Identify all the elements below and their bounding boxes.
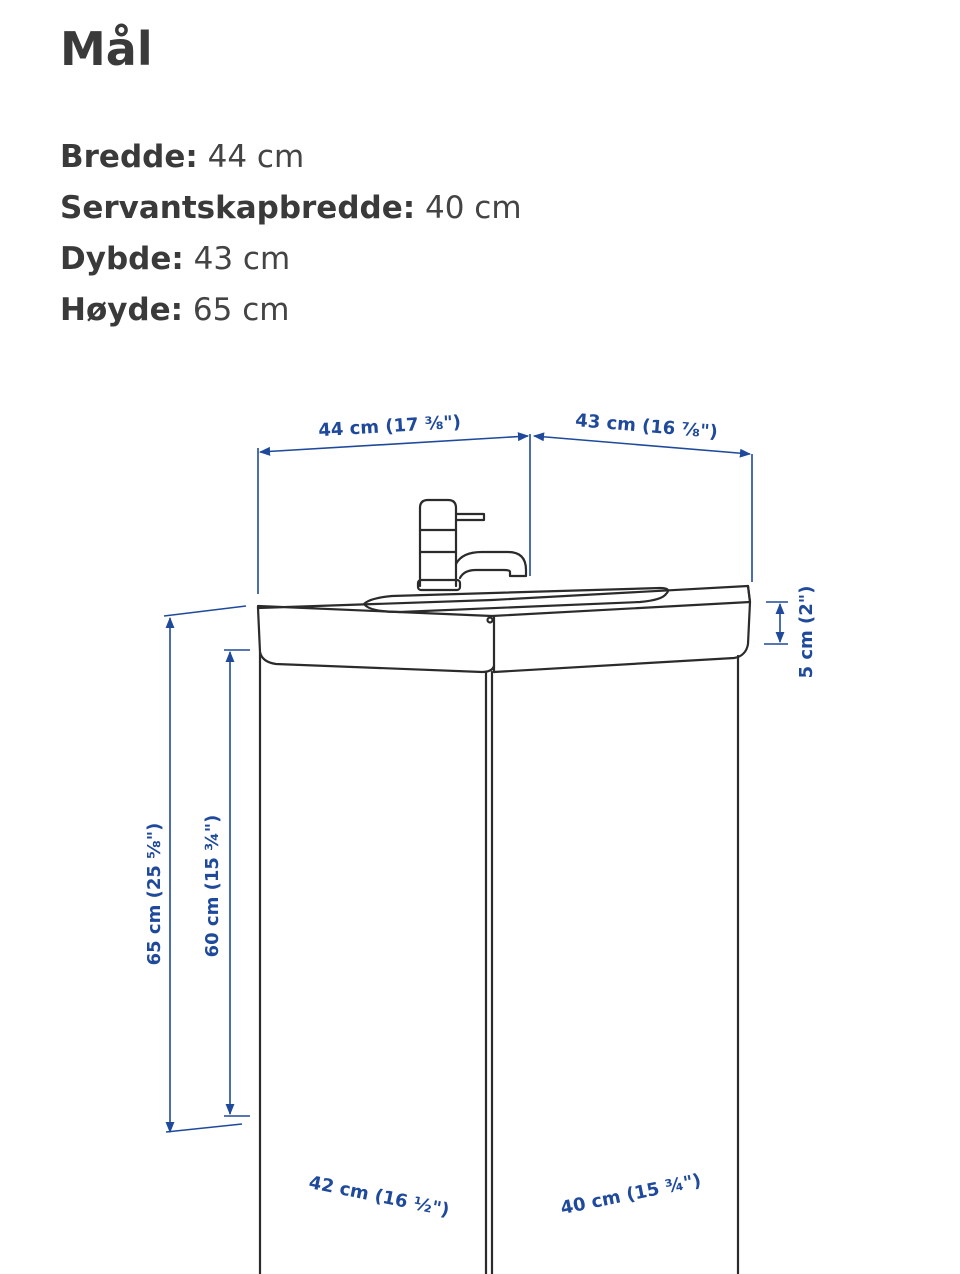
dim-label-cabinet-width: 42 cm (16 ½") — [307, 1172, 452, 1222]
spec-row-width — [60, 132, 522, 183]
dim-label-top-depth: 43 cm (16 ⅞") — [574, 410, 719, 443]
dim-label-cabinet-depth: 40 cm (15 ¾") — [558, 1170, 703, 1220]
spec-label: Høyde: — [60, 292, 184, 328]
cabinet-front — [260, 652, 492, 1274]
dim-label-total-height: 65 cm (25 ⅝") — [144, 822, 165, 966]
spec-row-depth — [60, 234, 522, 285]
basin-top-face — [258, 586, 750, 616]
dimension-drawing — [0, 380, 960, 1274]
spec-value: 65 cm — [192, 292, 290, 328]
spec-value: 40 cm — [425, 190, 522, 226]
dim-label-cabinet-height: 60 cm (15 ¾") — [202, 814, 223, 958]
spec-row-height — [60, 285, 522, 336]
dimension-lines — [164, 434, 788, 1274]
basin-side — [494, 586, 750, 672]
page-title: Mål — [60, 22, 153, 76]
faucet-icon — [418, 500, 526, 590]
spec-value: 44 cm — [207, 139, 305, 175]
spec-row-cabinet-width — [60, 183, 522, 234]
vanity-unit — [258, 500, 750, 1274]
basin-front — [258, 608, 494, 672]
spec-label: Dybde: — [60, 241, 184, 277]
spec-value: 43 cm — [193, 241, 291, 277]
dim-line-top-depth — [534, 436, 750, 454]
cabinet-side — [492, 656, 738, 1274]
spec-label: Bredde: — [60, 139, 198, 175]
dim-label-top-width: 44 cm (17 ⅜") — [317, 411, 462, 442]
dim-line-top-width — [260, 436, 528, 452]
spec-list — [60, 132, 522, 336]
spec-label: Servantskapbredde: — [60, 190, 416, 226]
dim-label-basin-height: 5 cm (2") — [796, 585, 817, 679]
